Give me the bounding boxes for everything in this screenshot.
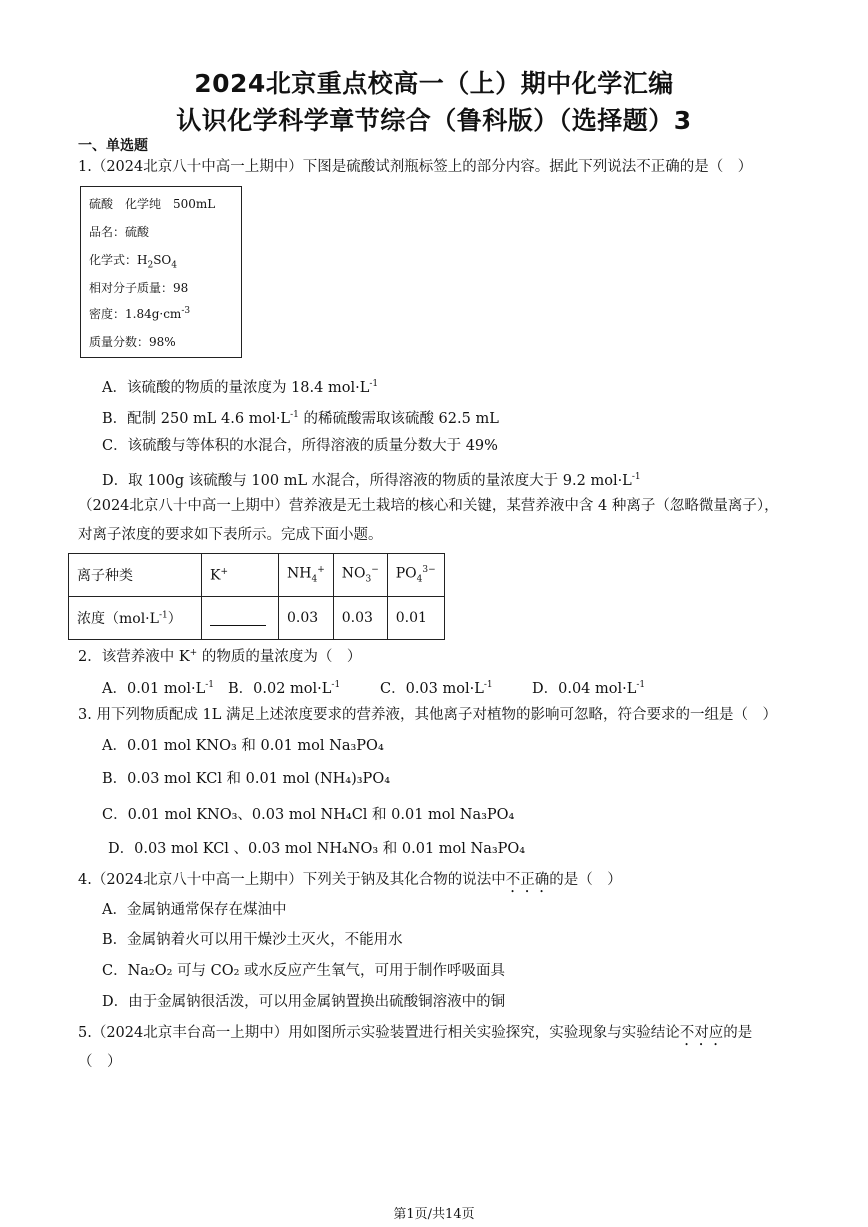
ion-no3: $NO_3^-$ bbox=[333, 554, 387, 597]
passage-line-1: （2024北京八十中高一上期中）营养液是无土栽培的核心和关键，某营养液中含 4 种离子（忽略微量离子）， bbox=[78, 498, 779, 514]
label-line-molar-mass: 相对分子质量：98 bbox=[89, 281, 189, 295]
q5-stem-line-2: （ ） bbox=[78, 1054, 122, 1070]
label-line-mass-fraction: 质量分数：98% bbox=[89, 335, 176, 349]
page-subtitle: 认识化学科学章节综合（鲁科版）（选择题）3 bbox=[176, 106, 692, 135]
value-po4: 0.01 bbox=[387, 597, 444, 640]
q3-option-c: C．0.01 mol KNO₃、0.03 mol NH₄Cl 和 0.01 mol Na₃PO₄ bbox=[102, 807, 515, 823]
table-row-label: 浓度$(mol\cdot L^{-1})$ bbox=[69, 597, 202, 640]
q1-option-b: B．配制 250 mL 4.6 $mol\cdot L^{-1}$ 的稀硫酸需取该硫酸 62.5 mL bbox=[102, 410, 499, 427]
q2-option-c: C．0.03 $mol\cdot L^{-1}$ bbox=[380, 680, 493, 697]
q4-option-a: A．金属钠通常保存在煤油中 bbox=[102, 902, 287, 918]
q4-option-b: B．金属钠着火可以用干燥沙土灭火，不能用水 bbox=[102, 932, 403, 948]
section-heading: 一、单选题 bbox=[78, 138, 148, 154]
q4-option-c: C．Na₂O₂ 可与 CO₂ 或水反应产生氧气，可用于制作呼吸面具 bbox=[102, 963, 506, 979]
passage-line-2: 对离子浓度的要求如下表所示。完成下面小题。 bbox=[78, 527, 383, 543]
ion-nh4: $NH_4^+$ bbox=[279, 554, 334, 597]
table-head-label: 离子种类 bbox=[69, 554, 202, 597]
value-nh4: 0.03 bbox=[279, 597, 334, 640]
table-row bbox=[69, 554, 445, 597]
q2-stem: 2．该营养液中 K+ 的物质的量浓度为（ ） bbox=[78, 648, 362, 665]
q3-stem: 3. 用下列物质配成 1L 满足上述浓度要求的营养液，其他离子对植物的影响可忽略，符合要求的一组是（ ） bbox=[78, 707, 778, 723]
ion-po4: $PO_4^{3-}$ bbox=[387, 554, 444, 597]
page-title: 2024北京重点校高一（上）期中化学汇编 bbox=[194, 69, 674, 98]
reagent-label-box bbox=[80, 186, 242, 358]
q1-option-a: A．该硫酸的物质的量浓度为 18.4 $mol\cdot L^{-1}$ bbox=[102, 379, 379, 396]
q1-stem: 1.（2024北京八十中高一上期中）下图是硫酸试剂瓶标签上的部分内容。据此下列说法不正确的是（ ） bbox=[78, 159, 753, 175]
value-no3: 0.03 bbox=[333, 597, 387, 640]
table-row bbox=[69, 597, 445, 640]
q2-option-a: A．0.01 $mol\cdot L^{-1}$ bbox=[102, 680, 215, 697]
q5-stem: 5.（2024北京丰台高一上期中）用如图所示实验装置进行相关实验探究，实验现象与实验结论不对应的是 bbox=[78, 1025, 753, 1041]
q2-option-d: D．0.04 $mol\cdot L^{-1}$ bbox=[532, 680, 646, 697]
q4-stem: 4.（2024北京八十中高一上期中）下列关于钠及其化合物的说法中不正确的是（ ） bbox=[78, 872, 622, 888]
label-line-2: 品名：硫酸 bbox=[89, 225, 150, 239]
ion-k: K+ bbox=[202, 554, 279, 597]
label-line-formula: 化学式：$H_2SO_4$ bbox=[89, 253, 177, 271]
q1-option-c: C．该硫酸与等体积的水混合，所得溶液的质量分数大于 49% bbox=[102, 438, 498, 454]
ion-concentration-table bbox=[68, 553, 445, 640]
q1-option-d: D．取 100g 该硫酸与 100 mL 水混合，所得溶液的物质的量浓度大于 9.2 $mol\cdot L^{-1}$ bbox=[102, 472, 641, 489]
q2-option-b: B．0.02 $mol\cdot L^{-1}$ bbox=[228, 680, 341, 697]
q3-option-d: D．0.03 mol KCl 、0.03 mol NH₄NO₃ 和 0.01 mol Na₃PO₄ bbox=[108, 841, 526, 857]
q3-option-b: B．0.03 mol KCl 和 0.01 mol (NH₄)₃PO₄ bbox=[102, 771, 391, 787]
answer-blank bbox=[210, 611, 266, 626]
q4-option-d: D．由于金属钠很活泼，可以用金属钠置换出硫酸铜溶液中的铜 bbox=[102, 994, 506, 1010]
label-line-density: 密度：$1.84g\cdot cm^{-3}$ bbox=[89, 306, 191, 321]
blank-cell bbox=[202, 597, 279, 640]
page-footer: 第1页/共14页 bbox=[393, 1207, 475, 1222]
q3-option-a: A．0.01 mol KNO₃ 和 0.01 mol Na₃PO₄ bbox=[102, 738, 384, 754]
label-line-1: 硫酸 化学纯 500mL bbox=[89, 197, 216, 211]
